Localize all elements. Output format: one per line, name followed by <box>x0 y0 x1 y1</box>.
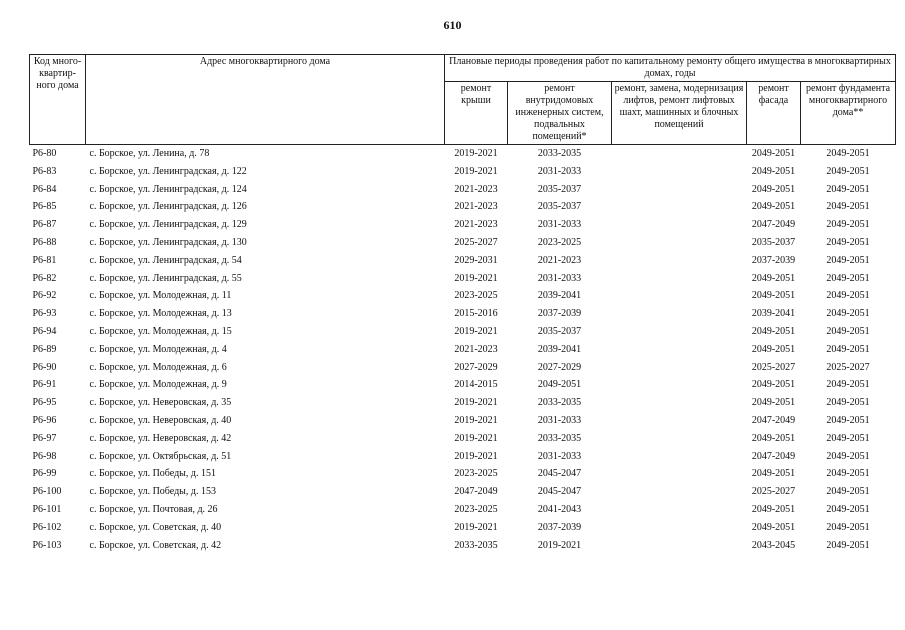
cell-elevators <box>612 430 747 448</box>
cell-facade: 2049-2051 <box>751 183 796 195</box>
table-row <box>30 163 896 181</box>
cell-facade: 2049-2051 <box>751 290 796 302</box>
cell-elevators <box>612 537 747 555</box>
cell-address: с. Борское, ул. Неверовская, д. 40 <box>89 414 232 426</box>
table-row <box>30 181 896 199</box>
cell-elevators <box>612 519 747 537</box>
cell-address: с. Борское, ул. Молодежная, д. 11 <box>89 290 232 302</box>
cell-foundation: 2049-2051 <box>826 290 870 302</box>
cell-engineering: 2035-2037 <box>537 183 582 195</box>
cell-engineering: 2033-2035 <box>537 432 582 444</box>
cell-engineering: 2035-2037 <box>537 325 582 337</box>
cell-elevators <box>612 376 747 394</box>
cell-engineering: 2035-2037 <box>537 201 582 213</box>
cell-elevators <box>612 483 747 501</box>
cell-address: с. Борское, ул. Ленина, д. 78 <box>89 148 210 159</box>
cell-engineering: 2037-2039 <box>537 521 582 533</box>
cell-code: Р6-88 <box>32 236 57 248</box>
cell-roof: 2019-2021 <box>454 432 498 444</box>
cell-roof: 2047-2049 <box>454 486 498 498</box>
cell-address: с. Борское, ул. Молодежная, д. 15 <box>89 325 232 337</box>
cell-foundation: 2049-2051 <box>826 201 870 213</box>
header-foundation: ремонт фундамента многоквартирного дома** <box>801 82 896 145</box>
cell-roof: 2019-2021 <box>454 325 498 337</box>
cell-address: с. Борское, ул. Победы, д. 153 <box>89 486 216 498</box>
table-row <box>30 430 896 448</box>
cell-code: Р6-87 <box>32 219 57 231</box>
cell-foundation: 2025-2027 <box>826 361 870 373</box>
cell-address: с. Борское, ул. Молодежная, д. 6 <box>89 361 227 373</box>
cell-foundation: 2049-2051 <box>826 343 870 355</box>
cell-facade: 2049-2051 <box>751 201 796 213</box>
cell-facade: 2049-2051 <box>751 272 796 284</box>
header-code: Код много-квартир-ного дома <box>30 55 86 145</box>
cell-engineering: 2045-2047 <box>537 468 582 480</box>
cell-address: с. Борское, ул. Неверовская, д. 35 <box>89 397 232 409</box>
table-row <box>30 394 896 412</box>
cell-address: с. Борское, ул. Октябрьская, д. 51 <box>89 450 232 462</box>
cell-facade: 2047-2049 <box>751 450 796 462</box>
cell-roof: 2021-2023 <box>454 201 498 213</box>
cell-code: Р6-84 <box>32 183 57 195</box>
cell-foundation: 2049-2051 <box>826 432 870 444</box>
cell-foundation: 2049-2051 <box>826 219 870 231</box>
cell-facade: 2047-2049 <box>751 414 796 426</box>
cell-roof: 2027-2029 <box>454 361 498 373</box>
table-body <box>30 145 896 555</box>
table-row <box>30 252 896 270</box>
cell-engineering: 2039-2041 <box>537 290 582 302</box>
cell-facade: 2039-2041 <box>751 308 796 320</box>
table-row <box>30 305 896 323</box>
cell-code: Р6-80 <box>32 148 57 159</box>
table-row <box>30 448 896 466</box>
cell-address: с. Борское, ул. Молодежная, д. 9 <box>89 379 227 391</box>
cell-facade: 2049-2051 <box>751 325 796 337</box>
cell-engineering: 2031-2033 <box>537 272 582 284</box>
cell-roof: 2033-2035 <box>454 539 498 551</box>
cell-address: с. Борское, ул. Ленинградская, д. 122 <box>89 165 247 177</box>
cell-facade: 2043-2045 <box>751 539 796 551</box>
cell-code: Р6-98 <box>32 450 57 462</box>
cell-elevators <box>612 216 747 234</box>
table-row <box>30 234 896 252</box>
cell-engineering: 2023-2025 <box>537 236 582 248</box>
cell-address: с. Борское, ул. Победы, д. 151 <box>89 468 216 480</box>
cell-code: Р6-85 <box>32 201 57 213</box>
cell-facade: 2049-2051 <box>751 165 796 177</box>
cell-foundation: 2049-2051 <box>826 379 870 391</box>
cell-elevators <box>612 181 747 199</box>
cell-foundation: 2049-2051 <box>826 450 870 462</box>
table-row <box>30 341 896 359</box>
header-address: Адрес многоквартирного дома <box>86 55 445 145</box>
cell-elevators <box>612 163 747 181</box>
table-row <box>30 501 896 519</box>
cell-facade: 2049-2051 <box>751 148 796 159</box>
cell-foundation: 2049-2051 <box>826 468 870 480</box>
cell-elevators <box>612 252 747 270</box>
cell-code: Р6-82 <box>32 272 57 284</box>
cell-engineering: 2027-2029 <box>537 361 582 373</box>
table-row <box>30 145 896 163</box>
cell-foundation: 2049-2051 <box>826 414 870 426</box>
cell-foundation: 2049-2051 <box>826 503 870 515</box>
cell-foundation: 2049-2051 <box>826 183 870 195</box>
cell-elevators <box>612 287 747 305</box>
cell-foundation: 2049-2051 <box>826 325 870 337</box>
cell-address: с. Борское, ул. Ленинградская, д. 124 <box>89 183 247 195</box>
cell-roof: 2019-2021 <box>454 165 498 177</box>
cell-code: Р6-96 <box>32 414 57 426</box>
cell-roof: 2021-2023 <box>454 219 498 231</box>
table-row <box>30 412 896 430</box>
cell-elevators <box>612 270 747 288</box>
cell-engineering: 2031-2033 <box>537 219 582 231</box>
cell-engineering: 2019-2021 <box>537 539 582 551</box>
cell-address: с. Борское, ул. Ленинградская, д. 129 <box>89 219 247 231</box>
cell-address: с. Борское, ул. Ленинградская, д. 55 <box>89 272 242 284</box>
cell-address: с. Борское, ул. Ленинградская, д. 54 <box>89 254 242 266</box>
cell-code: Р6-97 <box>32 432 57 444</box>
cell-foundation: 2049-2051 <box>826 397 870 409</box>
cell-engineering: 2031-2033 <box>537 414 582 426</box>
cell-engineering: 2041-2043 <box>537 503 582 515</box>
cell-elevators <box>612 145 747 163</box>
cell-engineering: 2037-2039 <box>537 308 582 320</box>
cell-foundation: 2049-2051 <box>826 236 870 248</box>
cell-address: с. Борское, ул. Почтовая, д. 26 <box>89 503 218 515</box>
cell-foundation: 2049-2051 <box>826 165 870 177</box>
cell-facade: 2049-2051 <box>751 397 796 409</box>
cell-code: Р6-83 <box>32 165 57 177</box>
cell-roof: 2019-2021 <box>454 148 498 159</box>
cell-foundation: 2049-2051 <box>826 521 870 533</box>
cell-elevators <box>612 412 747 430</box>
table-row <box>30 359 896 377</box>
cell-elevators <box>612 323 747 341</box>
table-row <box>30 287 896 305</box>
table-row <box>30 323 896 341</box>
cell-foundation: 2049-2051 <box>826 539 870 551</box>
cell-foundation: 2049-2051 <box>826 148 870 159</box>
cell-engineering: 2033-2035 <box>537 148 582 159</box>
cell-address: с. Борское, ул. Неверовская, д. 42 <box>89 432 232 444</box>
header-facade: ремонт фасада <box>747 82 801 145</box>
cell-roof: 2019-2021 <box>454 521 498 533</box>
cell-roof: 2025-2027 <box>454 236 498 248</box>
header-engineering: ремонт внутридомовых инженерных систем, подвальных помещений* <box>508 82 612 145</box>
cell-address: с. Борское, ул. Советская, д. 40 <box>89 521 222 533</box>
cell-code: Р6-89 <box>32 343 57 355</box>
cell-facade: 2049-2051 <box>751 521 796 533</box>
cell-facade: 2035-2037 <box>751 236 796 248</box>
cell-elevators <box>612 501 747 519</box>
cell-elevators <box>612 394 747 412</box>
cell-facade: 2049-2051 <box>751 432 796 444</box>
cell-address: с. Борское, ул. Ленинградская, д. 126 <box>89 201 247 213</box>
cell-facade: 2049-2051 <box>751 379 796 391</box>
table-row <box>30 198 896 216</box>
cell-address: с. Борское, ул. Советская, д. 42 <box>89 539 222 551</box>
table-row <box>30 519 896 537</box>
cell-roof: 2019-2021 <box>454 272 498 284</box>
cell-elevators <box>612 341 747 359</box>
cell-facade: 2049-2051 <box>751 503 796 515</box>
cell-code: Р6-99 <box>32 468 57 480</box>
cell-elevators <box>612 448 747 466</box>
cell-roof: 2023-2025 <box>454 468 498 480</box>
cell-address: с. Борское, ул. Молодежная, д. 4 <box>89 343 227 355</box>
cell-roof: 2019-2021 <box>454 397 498 409</box>
cell-foundation: 2049-2051 <box>826 308 870 320</box>
table-row <box>30 537 896 555</box>
cell-roof: 2029-2031 <box>454 254 498 266</box>
page-number: 610 <box>443 18 462 32</box>
cell-roof: 2015-2016 <box>454 308 498 320</box>
cell-facade: 2025-2027 <box>751 486 796 498</box>
cell-code: Р6-81 <box>32 254 57 266</box>
cell-facade: 2047-2049 <box>751 219 796 231</box>
cell-foundation: 2049-2051 <box>826 254 870 266</box>
cell-code: Р6-93 <box>32 308 57 320</box>
cell-facade: 2049-2051 <box>751 343 796 355</box>
cell-code: Р6-101 <box>32 503 62 515</box>
table-row <box>30 483 896 501</box>
cell-engineering: 2031-2033 <box>537 165 582 177</box>
cell-roof: 2021-2023 <box>454 343 498 355</box>
header-elevators: ремонт, замена, модернизация лифтов, ремонт лифтовых шахт, машинных и блочных помещений <box>612 82 747 145</box>
table-row <box>30 465 896 483</box>
cell-code: Р6-90 <box>32 361 57 373</box>
cell-elevators <box>612 305 747 323</box>
cell-code: Р6-92 <box>32 290 57 302</box>
capital-repair-table <box>29 54 896 554</box>
cell-facade: 2049-2051 <box>751 468 796 480</box>
cell-engineering: 2021-2023 <box>537 254 582 266</box>
cell-facade: 2025-2027 <box>751 361 796 373</box>
cell-code: Р6-102 <box>32 521 62 533</box>
cell-code: Р6-100 <box>32 486 62 498</box>
cell-elevators <box>612 234 747 252</box>
table-row <box>30 216 896 234</box>
cell-elevators <box>612 465 747 483</box>
table-row <box>30 376 896 394</box>
cell-address: с. Борское, ул. Ленинградская, д. 130 <box>89 236 247 248</box>
cell-roof: 2014-2015 <box>454 379 498 391</box>
cell-roof: 2019-2021 <box>454 414 498 426</box>
cell-engineering: 2049-2051 <box>537 379 582 391</box>
cell-code: Р6-94 <box>32 325 57 337</box>
cell-address: с. Борское, ул. Молодежная, д. 13 <box>89 308 232 320</box>
cell-roof: 2019-2021 <box>454 450 498 462</box>
cell-elevators <box>612 359 747 377</box>
table-row <box>30 270 896 288</box>
cell-foundation: 2049-2051 <box>826 272 870 284</box>
cell-elevators <box>612 198 747 216</box>
header-periods: Плановые периоды проведения работ по капитальному ремонту общего имущества в многоквартирных домах, годы <box>445 55 896 82</box>
cell-roof: 2023-2025 <box>454 290 498 302</box>
cell-engineering: 2033-2035 <box>537 397 582 409</box>
header-roof: ремонт крыши <box>445 82 508 145</box>
cell-engineering: 2045-2047 <box>537 486 582 498</box>
cell-engineering: 2039-2041 <box>537 343 582 355</box>
cell-code: Р6-95 <box>32 397 57 409</box>
cell-roof: 2021-2023 <box>454 183 498 195</box>
cell-code: Р6-103 <box>32 539 62 551</box>
cell-roof: 2023-2025 <box>454 503 498 515</box>
cell-foundation: 2049-2051 <box>826 486 870 498</box>
cell-facade: 2037-2039 <box>751 254 796 266</box>
cell-engineering: 2031-2033 <box>537 450 582 462</box>
cell-code: Р6-91 <box>32 379 57 391</box>
